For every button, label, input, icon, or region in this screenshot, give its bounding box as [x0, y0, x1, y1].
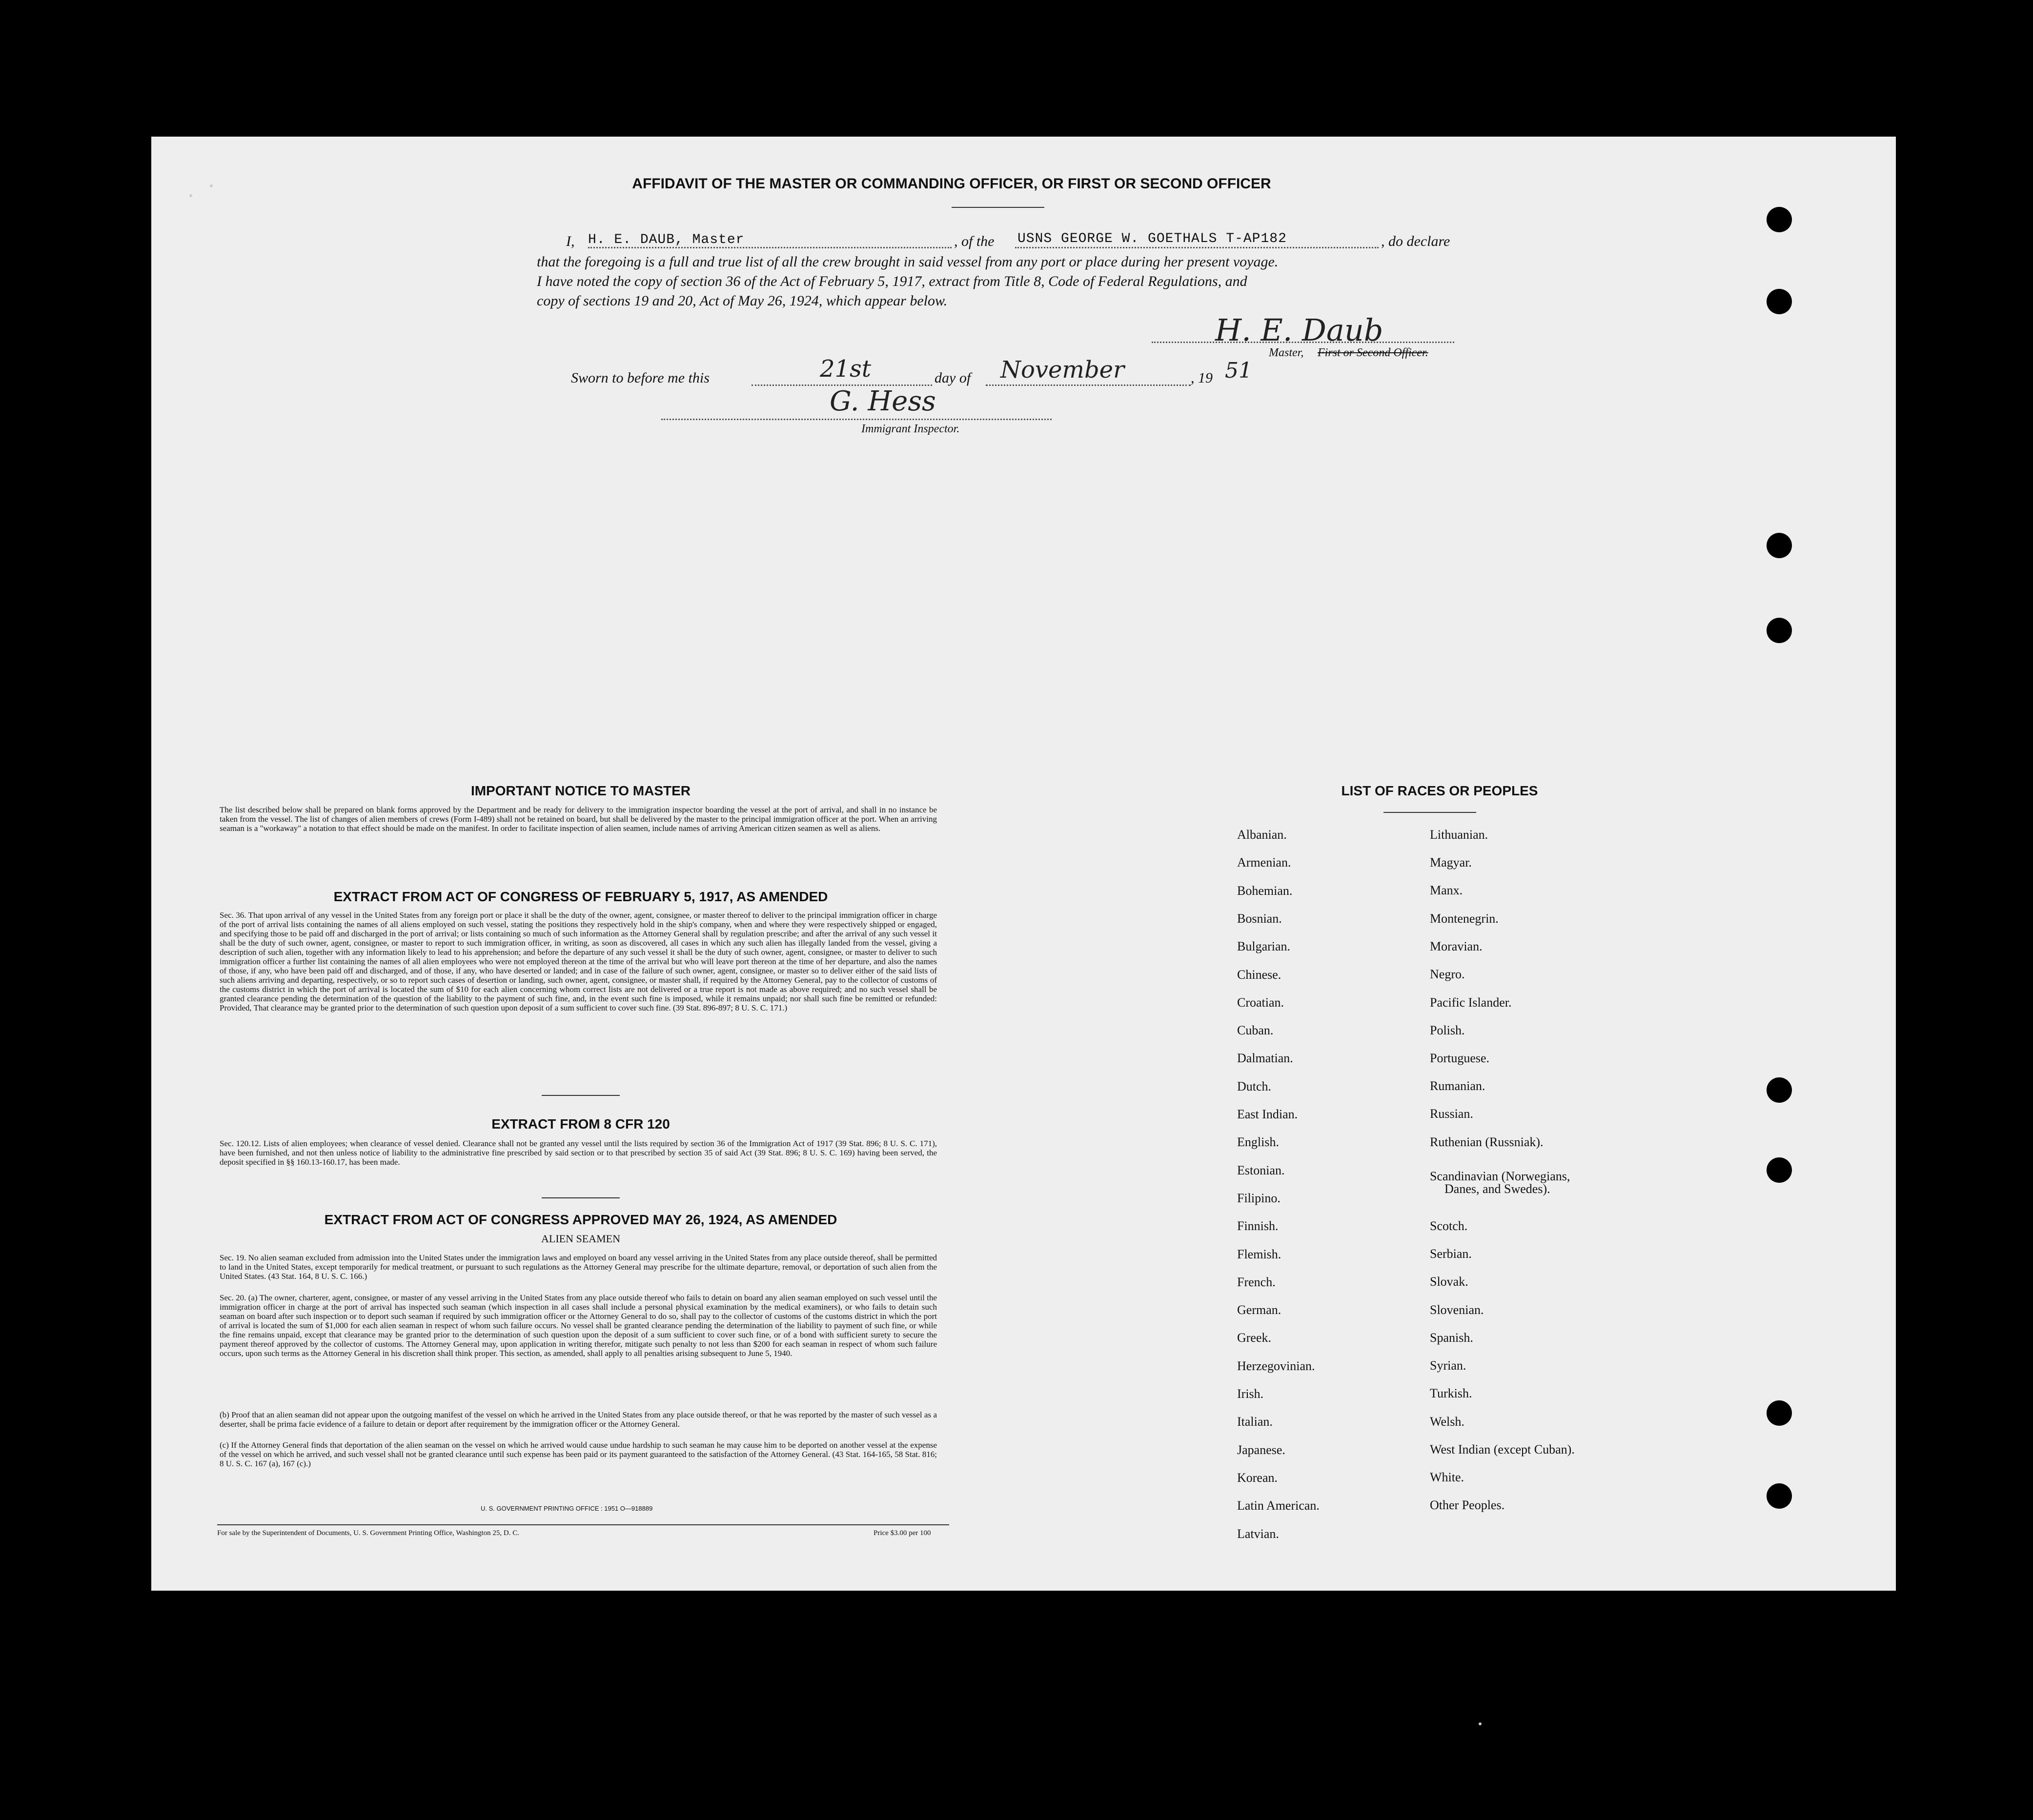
sec20c-text: (c) If the Attorney General finds that deportation of the alien seaman on the vessel on which he arrived would cause undue hardship to such seaman he may cause him to be deported on another vessel at the expense of the vessel on which he arrived, and such vessel shall not be granted clearance until such expense has been paid or its payment guaranteed to the satisfaction of the Attorney General. (43 Stat. 164-165, 58 Stat. 816; 8 U. S. C. 167 (a), 167 (c).) — [220, 1440, 937, 1468]
master-name-line — [588, 247, 952, 248]
race-item: West Indian (except Cuban). — [1430, 1442, 1575, 1456]
race-item: Negro. — [1430, 967, 1465, 981]
affidavit-i: I, — [566, 233, 575, 249]
punch-hole — [1767, 618, 1792, 643]
affidavit-title: AFFIDAVIT OF THE MASTER OR COMMANDING OFFICER, OR FIRST OR SECOND OFFICER — [632, 176, 1271, 192]
master-signature: H. E. Daub — [1215, 312, 1383, 348]
race-item: French. — [1237, 1274, 1276, 1289]
punch-hole — [1767, 207, 1792, 232]
race-item: Cuban. — [1237, 1023, 1274, 1038]
race-item: Italian. — [1237, 1415, 1273, 1429]
inspector-label: Immigrant Inspector. — [861, 423, 960, 435]
race-item: Moravian. — [1430, 939, 1483, 953]
race-item: Slovenian. — [1430, 1303, 1484, 1317]
race-item: Bosnian. — [1237, 911, 1282, 926]
race-item: Dutch. — [1237, 1079, 1272, 1093]
race-item: Scotch. — [1430, 1219, 1468, 1233]
race-item: Latvian. — [1237, 1526, 1279, 1541]
race-item: White. — [1430, 1470, 1464, 1484]
race-item: Rumanian. — [1430, 1079, 1485, 1093]
race-item: Latin American. — [1237, 1498, 1320, 1513]
race-item: Dalmatian. — [1237, 1051, 1293, 1066]
race-item: Pacific Islander. — [1430, 995, 1512, 1010]
notice-text: The list described below shall be prepared on blank forms approved by the Department and be ready for delivery to the immigration inspector boarding the vessel at the port of arrival, and shall in no instance be taken from the vessel. The list of changes of alien members of crews (Form I-489) shall not be retained on board, but shall be delivered by the master to the principal immigration officer at the port. When an arriving seaman is a "workaway" a notation to that effect should be made on the manifest. In order to facilitate inspection of alien seamen, include names of arriving American citizen seamen as well as aliens. — [220, 805, 937, 833]
punch-hole — [1767, 1077, 1792, 1103]
sec19-text: Sec. 19. No alien seaman excluded from admission into the United States under the immigration laws and employed on board any vessel arriving in the United States from any place outside thereof, shall be permitted to land in the United States, except temporarily for medical treatment, or pursuant to such regulations as the Attorney General may prescribe for the ultimate departure, removal, or deportation of such alien from the United States. (43 Stat. 164, 8 U. S. C. 166.) — [220, 1253, 937, 1281]
race-item: Other Peoples. — [1430, 1498, 1505, 1512]
section-divider — [542, 1197, 620, 1198]
extract-1917-title: EXTRACT FROM ACT OF CONGRESS OF FEBRUARY 5, 1917, AS AMENDED — [333, 889, 828, 904]
race-item: Chinese. — [1237, 967, 1281, 982]
do-declare-label: , do declare — [1381, 233, 1450, 249]
race-item: Bulgarian. — [1237, 939, 1291, 954]
race-item: Turkish. — [1430, 1386, 1472, 1400]
vessel-name-line — [1015, 247, 1379, 248]
document-page — [151, 137, 1896, 1591]
alien-seamen-subtitle: ALIEN SEAMEN — [541, 1233, 620, 1245]
for-sale-text: For sale by the Superintendent of Documents, U. S. Government Printing Office, Washington 25, D. C. — [217, 1529, 519, 1537]
inspector-signature: G. Hess — [830, 385, 936, 417]
master-name-field: H. E. DAUB, Master — [588, 232, 745, 247]
race-item: Polish. — [1430, 1023, 1465, 1037]
race-item: Slovak. — [1430, 1274, 1468, 1289]
punch-hole — [1767, 1157, 1792, 1183]
race-item: East Indian. — [1237, 1107, 1298, 1121]
race-item: Danes, and Swedes). — [1444, 1182, 1550, 1196]
extract-1924-title: EXTRACT FROM ACT OF CONGRESS APPROVED MAY 26, 1924, AS AMENDED — [324, 1212, 837, 1227]
notice-title: IMPORTANT NOTICE TO MASTER — [470, 783, 691, 798]
race-item: Finnish. — [1237, 1219, 1279, 1234]
race-item: German. — [1237, 1303, 1281, 1317]
race-item: Russian. — [1430, 1107, 1473, 1121]
race-item: Irish. — [1237, 1387, 1264, 1401]
punch-hole — [1767, 289, 1792, 314]
race-item: Welsh. — [1430, 1415, 1464, 1429]
sec20a-text: Sec. 20. (a) The owner, charterer, agent, consignee, or master of any vessel arriving in the United States from any place outside thereof who fails to detain on board any alien seaman employed on such vessel until the immigration officer in charge at the port of arrival has inspected such seaman (which inspection in all cases shall include a personal physical examination by the medical examiners), or who fails to detain such seaman on board after such inspection or to deport such seaman if required by such immigration officer or the Attorney General to do so, shall pay to the collector of customs of the customs district in which the port of arrival is located the sum of $1,000 for each alien seaman in respect of whom such failure occurs. No vessel shall be granted clearance pending the determination of the liability to payment of such fine, or while the fine remains unpaid, except that clearance may be granted prior to the determination of such question upon the deposit of a sum sufficient to cover such fine, or of a bond with sufficient surety to secure the payment thereof approved by the collector of customs. The Attorney General may, upon application in writing therefor, mitigate such penalty to not less than $200 for each seaman in respect of whom such failure occurs, upon such terms as the Attorney General in his discretion shall think proper. This section, as amended, shall apply to all penalties arising subsequent to June 5, 1940. — [220, 1293, 937, 1358]
race-item: Estonian. — [1237, 1163, 1285, 1177]
extract-cfr-title: EXTRACT FROM 8 CFR 120 — [491, 1116, 670, 1132]
year-prefix: , 19 — [1191, 370, 1213, 386]
section-divider — [542, 1095, 620, 1096]
race-item: Lithuanian. — [1430, 828, 1488, 842]
race-item: Filipino. — [1237, 1191, 1281, 1205]
struck-officer-label: First or Second Officer. — [1318, 346, 1428, 359]
film-speck — [1479, 1722, 1482, 1725]
race-item: Scandinavian (Norwegians, — [1430, 1169, 1570, 1183]
gpo-imprint: U. S. GOVERNMENT PRINTING OFFICE : 1951 O—918889 — [481, 1505, 653, 1512]
inspector-signature-line — [661, 419, 1052, 420]
sworn-month-line — [986, 384, 1191, 386]
sec20b-text: (b) Proof that an alien seaman did not appear upon the outgoing manifest of the vessel on which he arrived in the United States from any place outside thereof, or that he was reported by the master of such vessel as a deserter, shall be prima facie evidence of a failure to detain or deport after requirement by the immigration officer or the Attorney General. — [220, 1410, 937, 1429]
film-speck — [189, 194, 192, 197]
race-item: Spanish. — [1430, 1331, 1473, 1345]
year-value: 51 — [1225, 358, 1252, 383]
sworn-day-value: 21st — [820, 355, 871, 383]
extract-cfr-text: Sec. 120.12. Lists of alien employees; when clearance of vessel denied. Clearance shall not be granted any vessel until the lists required by section 36 of the Immigration Act of 1917 (39 Stat. 896; 8 U. S. C. 171), have been furnished, and not then unless notice of liability to the administrative fine prescribed by said section or to that prescribed by section 35 of said Act (39 Stat. 896; 8 U. S. C. 169) having been served, the deposit specified in §§ 160.13-160.17, has been made. — [220, 1139, 937, 1167]
race-item: Ruthenian (Russniak). — [1430, 1135, 1544, 1149]
punch-hole — [1767, 1483, 1792, 1509]
price-text: Price $3.00 per 100 — [874, 1529, 931, 1537]
punch-hole — [1767, 533, 1792, 558]
day-of-label: day of — [935, 370, 971, 386]
race-item: Serbian. — [1430, 1247, 1472, 1261]
race-item: Armenian. — [1237, 855, 1291, 870]
race-item: Montenegrin. — [1430, 911, 1499, 926]
race-item: Japanese. — [1237, 1442, 1285, 1457]
race-item: Croatian. — [1237, 995, 1284, 1010]
sworn-month-value: November — [1000, 356, 1125, 384]
race-item: Albanian. — [1237, 828, 1287, 842]
race-item: English. — [1237, 1135, 1279, 1150]
affidavit-line2: that the foregoing is a full and true list of all the crew brought in said vessel from any port or place during her present voyage. — [537, 254, 1279, 270]
race-item: Syrian. — [1430, 1358, 1466, 1373]
punch-hole — [1767, 1400, 1792, 1426]
of-the-label: , of the — [954, 233, 995, 249]
vessel-name-field: USNS GEORGE W. GOETHALS T-AP182 — [1017, 231, 1287, 246]
master-signature-line — [1152, 342, 1454, 343]
race-item: Herzegovinian. — [1237, 1358, 1315, 1373]
race-item: Korean. — [1237, 1470, 1278, 1485]
race-item: Manx. — [1430, 883, 1463, 897]
footer-rule — [217, 1524, 949, 1525]
extract-1917-text: Sec. 36. That upon arrival of any vessel in the United States from any foreign port or place it shall be the duty of the owner, agent, consignee, or master thereof to deliver to the principal immigration officer in charge of the port of arrival lists containing the names of all aliens employed on such vessel, stating the positions they respectively hold in the ship's company, when and where they were respectively shipped or engaged, and specifying those to be paid off and discharged in the port of arrival; or lists containing so much of such information as the Attorney General shall by regulation prescribe; and after the arrival of any such vessel it shall be the duty of such owner, agent, consignee, or master to report to such immigration officer, in writing, as soon as discovered, all cases in which any such alien has illegally landed from the vessel, giving a description of such alien, together with any information likely to lead to his apprehension; and before the departure of any such vessel it shall be the duty of such owner, agent, consignee, or master to deliver to such immigration officer a further list containing the names of all alien employees who were not employed thereon at the time of the arrival but who will leave port thereon at the time of her departure, and also the names of those, if any, who have been paid off and discharged, and of those, if any, who have deserted or landed; and in case of the failure of such owner, agent, consignee, or master so to deliver either of the said lists of such aliens arriving and departing, respectively, or so to report such cases of desertion or landing, such owner, agent, consignee, or master shall, if required by the Attorney General, pay to the collector of customs of the customs district in which the port of arrival is located the sum of $10 for each alien concerning whom correct lists are not delivered or a true report is not made as above required; and no such vessel shall be granted clearance pending the determination of the question of the liability to the payment of such fine, and, in the event such fine is imposed, while it remains unpaid; nor shall such fine be remitted or refunded: Provided, That clearance may be granted prior to the determination of such question upon deposit of a sum sufficient to cover such fine. (39 Stat. 896-897; 8 U. S. C. 171.) — [220, 910, 937, 1012]
races-title: LIST OF RACES OR PEOPLES — [1341, 783, 1538, 798]
master-label: Master, — [1269, 346, 1304, 359]
race-item: Flemish. — [1237, 1247, 1281, 1261]
affidavit-line4: copy of sections 19 and 20, Act of May 26, 1924, which appear below. — [537, 293, 948, 309]
film-speck — [210, 184, 213, 187]
race-item: Bohemian. — [1237, 883, 1293, 898]
sworn-label: Sworn to before me this — [571, 370, 710, 386]
races-title-underline — [1383, 812, 1476, 813]
race-item: Greek. — [1237, 1331, 1272, 1345]
affidavit-line3: I have noted the copy of section 36 of the Act of February 5, 1917, extract from Title 8, Code of Federal Regulations, and — [537, 273, 1247, 289]
race-item: Portuguese. — [1430, 1051, 1490, 1065]
race-item: Magyar. — [1430, 855, 1472, 870]
title-underline — [952, 207, 1044, 208]
